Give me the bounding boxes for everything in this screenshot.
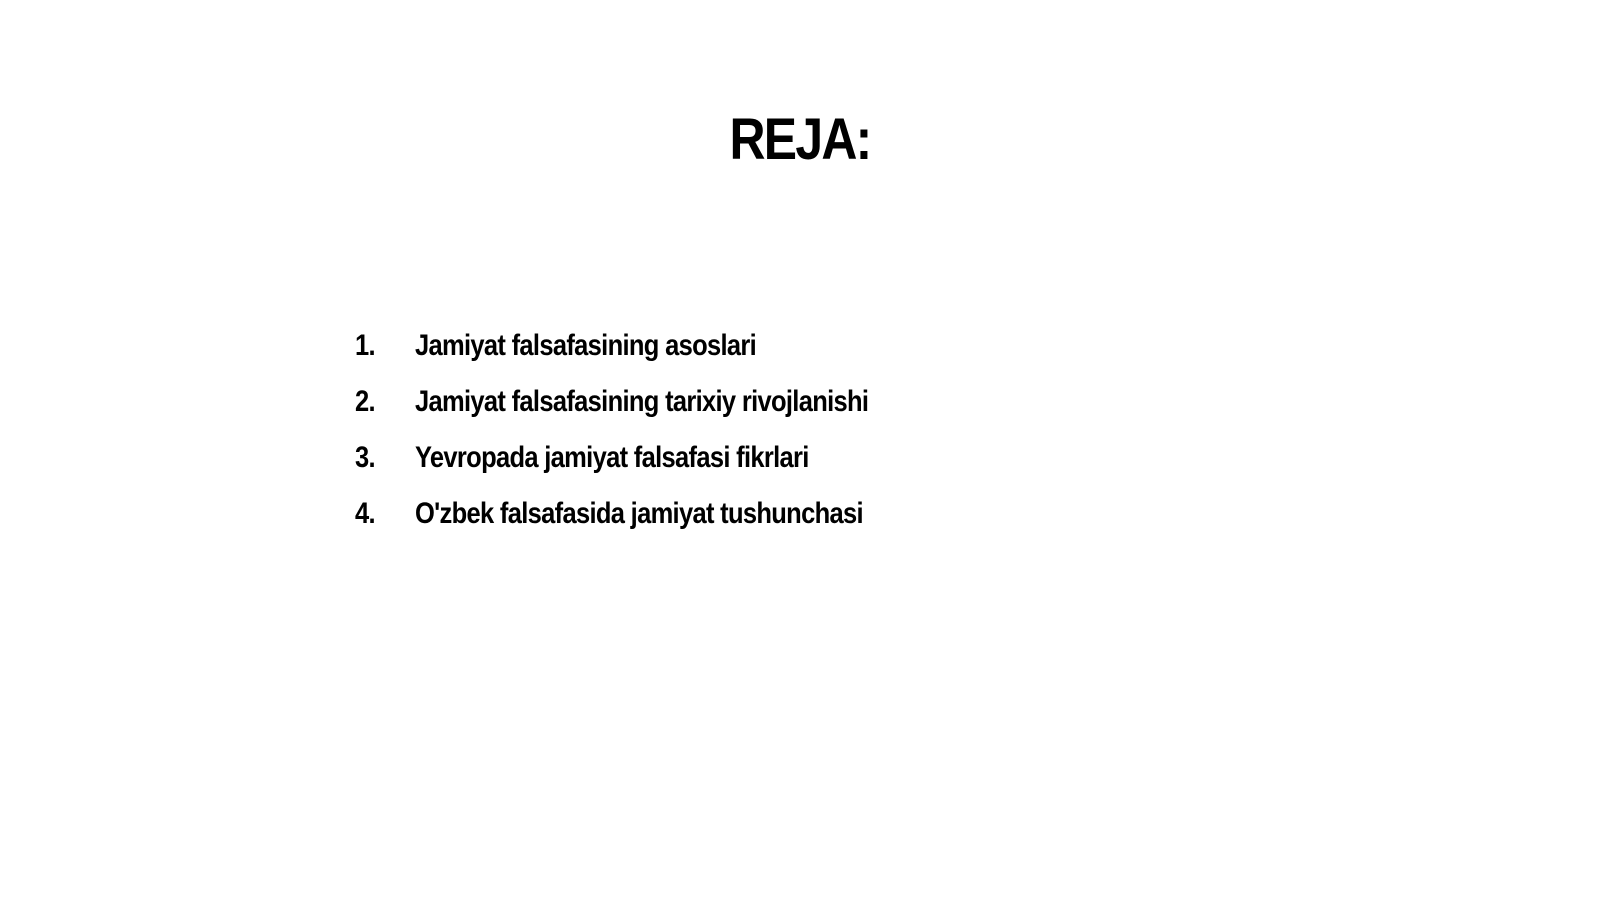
list-item-text: O'zbek falsafasida jamiyat tushunchasi [415,497,863,530]
list-item-number: 1. [355,329,375,362]
list-item [355,326,1115,382]
list-item [355,438,1115,494]
list-item [355,494,1115,550]
list-item-text: Jamiyat falsafasining asoslari [415,329,757,362]
list-item-number: 3. [355,441,375,474]
list-item-text: Yevropada jamiyat falsafasi fikrlari [415,441,809,474]
list-item-text: Jamiyat falsafasining tarixiy rivojlanishi [415,385,869,418]
list-item-number: 2. [355,385,375,418]
plan-list [355,326,1115,550]
slide-title: REJA: [729,107,871,172]
list-item [355,382,1115,438]
list-item-number: 4. [355,497,375,530]
